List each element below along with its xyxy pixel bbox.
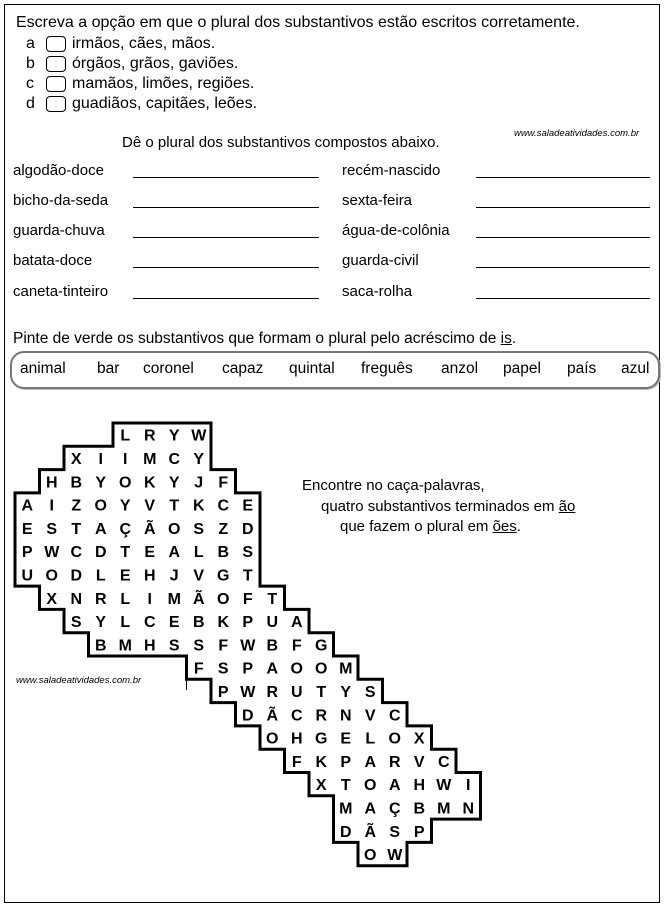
grid-letter[interactable]: O [217,590,230,608]
grid-letter[interactable]: Y [95,614,107,632]
option-letter: c [26,75,34,92]
grid-letter[interactable]: Ç [388,800,401,818]
question4-line1: Encontre no caça-palavras, [302,477,485,494]
grid-letter[interactable]: K [143,474,156,492]
grid-letter[interactable]: H [143,637,156,655]
grid-letter[interactable]: R [94,590,107,608]
box-word[interactable]: papel [503,360,541,377]
grid-letter[interactable]: K [217,614,230,632]
grid-letter[interactable]: S [193,520,205,538]
grid-letter[interactable]: P [217,683,229,701]
option-text: guadiãos, capitães, leões. [72,95,258,112]
grid-letter[interactable]: R [143,427,156,445]
grid-letter[interactable]: J [194,474,204,492]
grid-letter[interactable]: Y [340,683,352,701]
grid-letter[interactable]: X [70,450,82,468]
grid-letter[interactable]: A [168,544,181,562]
grid-letter[interactable]: B [70,474,83,492]
grid-letter[interactable]: S [70,614,82,632]
website-label-bottom: www.saladeatividades.com.br [16,675,142,686]
grid-letter[interactable]: B [94,637,107,655]
grid-letter[interactable]: T [169,497,180,515]
compound-word-left: caneta-tinteiro [13,283,109,300]
grid-letter[interactable]: O [168,520,181,538]
grid-letter[interactable]: W [387,847,403,865]
grid-letter[interactable]: R [266,683,279,701]
grid-letter[interactable]: D [241,707,254,725]
grid-letter[interactable]: C [143,614,156,632]
compound-word-left: guarda-chuva [13,222,105,239]
grid-letter[interactable]: B [217,544,230,562]
box-word[interactable]: freguês [361,360,413,377]
grid-letter[interactable]: M [339,660,353,678]
grid-letter[interactable]: I [49,497,54,515]
grid-letter[interactable]: F [218,474,229,492]
grid-letter[interactable]: E [168,614,180,632]
grid-letter[interactable]: T [340,777,351,795]
grid-letter[interactable]: O [290,660,303,678]
grid-letter[interactable]: Y [168,427,180,445]
grid-letter[interactable]: T [316,683,327,701]
question4-line3: que fazem o plural em ões. [340,518,521,535]
grid-letter[interactable]: T [120,544,131,562]
grid-letter[interactable]: Z [218,520,229,538]
option-letter: b [26,55,35,72]
grid-letter[interactable]: A [290,614,303,632]
grid-letter[interactable]: S [46,520,58,538]
grid-letter[interactable]: R [388,753,401,771]
compound-word-right: recém-nascido [342,162,441,179]
grid-letter[interactable]: M [339,800,353,818]
grid-letter[interactable]: N [462,800,475,818]
grid-letter[interactable]: R [315,707,328,725]
grid-letter[interactable]: I [466,777,471,795]
grid-letter[interactable]: W [44,544,60,562]
cut-mark [186,676,187,690]
grid-letter[interactable]: E [119,567,131,585]
grid-letter[interactable]: M [167,590,181,608]
box-word[interactable]: país [567,360,597,377]
grid-letter[interactable]: H [413,777,426,795]
grid-letter[interactable]: W [191,427,207,445]
grid-letter[interactable]: W [240,637,256,655]
grid-letter[interactable]: S [242,544,254,562]
grid-letter[interactable]: D [339,823,352,841]
grid-letter[interactable]: N [339,707,352,725]
option-letter: d [26,95,35,112]
grid-letter[interactable]: P [21,544,33,562]
option-text: órgãos, grãos, gaviões. [72,55,239,72]
compound-word-left: batata-doce [13,252,93,269]
grid-letter[interactable]: C [168,450,181,468]
grid-letter[interactable]: F [291,637,302,655]
option-letter: a [26,35,35,52]
grid-letter[interactable]: E [144,544,156,562]
grid-letter[interactable]: Y [193,450,205,468]
grid-letter[interactable]: P [413,823,425,841]
grid-letter[interactable]: L [193,544,204,562]
grid-letter[interactable]: F [193,660,204,678]
compound-word-right: guarda-civil [342,252,419,269]
grid-letter[interactable]: A [21,497,34,515]
grid-letter[interactable]: N [70,590,83,608]
grid-letter[interactable]: C [70,544,83,562]
grid-letter[interactable]: E [21,520,33,538]
grid-letter[interactable]: C [217,497,230,515]
grid-letter[interactable]: H [290,730,303,748]
grid-letter[interactable]: A [364,800,377,818]
grid-letter[interactable]: S [168,637,180,655]
grid-letter[interactable]: Ã [266,707,279,725]
grid-letter[interactable]: O [364,777,377,795]
grid-letter[interactable]: F [291,753,302,771]
grid-letter[interactable]: D [70,567,83,585]
grid-letter[interactable]: O [364,847,377,865]
grid-letter[interactable]: H [45,474,58,492]
compound-word-right: água-de-colônia [342,222,450,239]
grid-letter[interactable]: S [364,683,376,701]
grid-letter[interactable]: Z [71,497,82,515]
grid-letter[interactable]: B [192,614,205,632]
grid-letter[interactable]: I [147,590,152,608]
grid-letter[interactable]: K [315,753,328,771]
grid-letter[interactable]: W [436,777,452,795]
grid-letter[interactable]: P [340,753,352,771]
grid-letter[interactable]: C [290,707,303,725]
grid-letter[interactable]: E [242,497,254,515]
grid-letter[interactable]: S [217,660,229,678]
grid-letter[interactable]: T [267,590,278,608]
grid-letter[interactable]: V [144,497,156,515]
box-word[interactable]: azul [621,360,650,377]
grid-letter[interactable]: F [218,637,229,655]
grid-letter[interactable]: K [192,497,205,515]
grid-letter[interactable]: O [119,474,132,492]
question4-line2: quatro substantivos terminados em ão [321,498,576,515]
box-word[interactable]: capaz [222,360,264,377]
box-word[interactable]: coronel [143,360,194,377]
grid-letter[interactable]: P [242,614,254,632]
grid-letter[interactable]: V [413,753,425,771]
grid-letter[interactable]: X [46,590,58,608]
grid-letter[interactable]: G [315,730,328,748]
grid-letter[interactable]: E [340,730,352,748]
grid-letter[interactable]: I [123,450,128,468]
grid-letter[interactable]: A [94,520,107,538]
grid-letter[interactable]: X [315,777,327,795]
grid-letter[interactable]: T [242,567,253,585]
grid-letter[interactable]: L [120,427,131,445]
grid-letter[interactable]: M [437,800,451,818]
grid-letter[interactable]: M [143,450,157,468]
grid-letter[interactable]: C [437,753,450,771]
grid-letter[interactable]: O [388,730,401,748]
question1-text: Escreva a opção em que o plural dos substantivos estão escritos corretamente. [16,14,580,31]
grid-letter[interactable]: G [315,637,328,655]
grid-letter[interactable]: W [240,683,256,701]
question2-text: Dê o plural dos substantivos compostos abaixo. [122,134,440,151]
grid-letter[interactable]: T [71,520,82,538]
grid-letter[interactable]: A [364,753,377,771]
compound-word-right: saca-rolha [342,283,413,300]
grid-letter[interactable]: I [98,450,103,468]
question3-text: Pinte de verde os substantivos que formam o plural pelo acréscimo de is. [13,330,517,347]
grid-letter[interactable]: D [241,520,254,538]
grid-letter[interactable]: D [94,544,107,562]
compound-word-right: sexta-feira [342,192,413,209]
grid-letter[interactable]: F [242,590,253,608]
grid-letter[interactable]: A [388,777,401,795]
grid-letter[interactable]: V [364,707,376,725]
grid-letter[interactable]: Y [119,497,131,515]
grid-letter[interactable]: L [120,614,131,632]
grid-letter[interactable]: P [242,660,254,678]
grid-letter[interactable]: Ã [143,520,156,538]
website-label-top: www.saladeatividades.com.br [514,128,640,139]
grid-letter[interactable]: U [266,614,279,632]
box-word[interactable]: bar [97,360,120,377]
grid-letter[interactable]: O [94,497,107,515]
compound-word-left: bicho-da-seda [13,192,109,209]
grid-letter[interactable]: B [413,800,426,818]
box-word[interactable]: animal [20,360,66,377]
grid-letter[interactable]: U [21,567,34,585]
grid-letter[interactable]: O [45,567,58,585]
grid-letter[interactable]: Ã [364,823,377,841]
grid-letter[interactable]: A [266,660,279,678]
grid-letter[interactable]: Ã [192,590,205,608]
grid-letter[interactable]: C [388,707,401,725]
grid-letter[interactable]: J [169,567,179,585]
grid-letter[interactable]: X [413,730,425,748]
grid-letter[interactable]: G [217,567,230,585]
grid-letter[interactable]: Y [95,474,107,492]
grid-letter[interactable]: B [266,637,279,655]
grid-letter[interactable]: U [290,683,303,701]
option-text: mamãos, limões, regiões. [72,75,255,92]
grid-letter[interactable]: H [143,567,156,585]
box-word[interactable]: quintal [289,360,335,377]
grid-letter[interactable]: L [365,730,376,748]
grid-letter[interactable]: S [389,823,401,841]
grid-letter[interactable]: M [118,637,132,655]
box-word[interactable]: anzol [441,360,479,377]
grid-letter[interactable]: Ç [119,520,132,538]
grid-letter[interactable]: O [315,660,328,678]
grid-letter[interactable]: L [120,590,131,608]
grid-letter[interactable]: V [193,567,205,585]
compound-word-left: algodão-doce [13,162,104,179]
grid-letter[interactable]: S [193,637,205,655]
grid-letter[interactable]: Y [168,474,180,492]
option-text: irmãos, cães, mãos. [72,35,216,52]
grid-letter[interactable]: L [95,567,106,585]
grid-letter[interactable]: O [266,730,279,748]
